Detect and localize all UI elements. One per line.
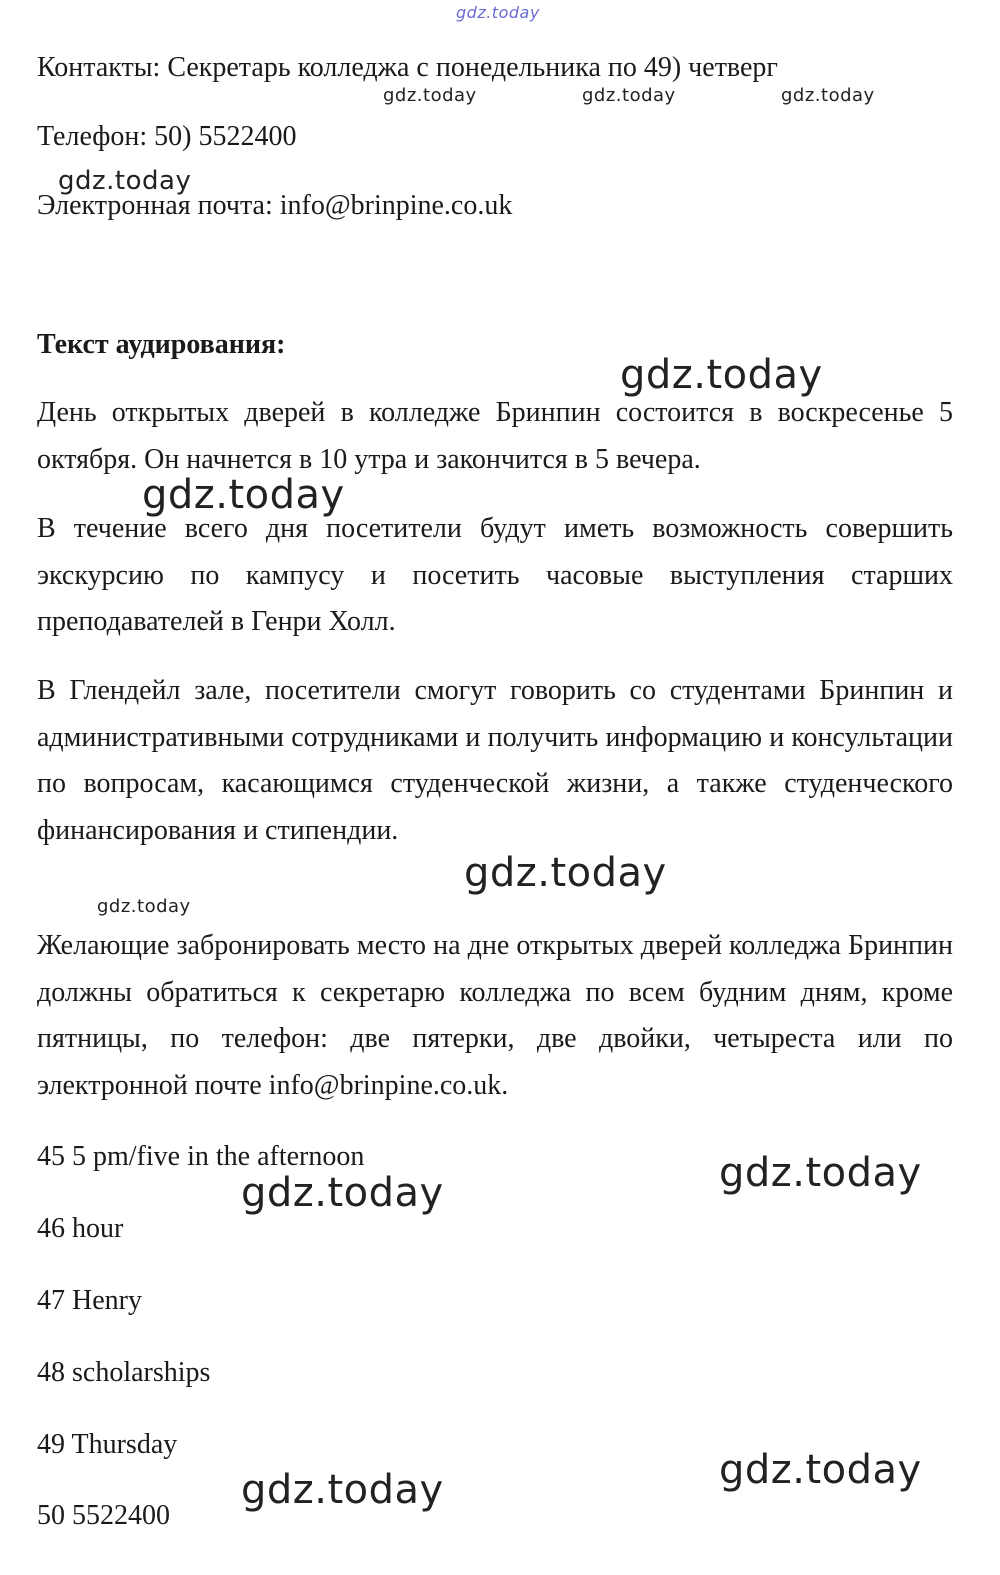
watermark: gdz.today <box>719 1447 922 1493</box>
watermark: gdz.today <box>58 166 192 196</box>
answer-item: 49 Thursday <box>37 1429 178 1460</box>
watermark: gdz.today <box>464 850 667 896</box>
watermark: gdz.today <box>719 1150 922 1196</box>
listening-heading: Текст аудирования: <box>37 329 286 360</box>
answer-item: 46 hour <box>37 1213 124 1244</box>
listening-paragraph: День открытых дверей в колледже Бринпин состоится в воскресенье 5 октября. Он начнется в 10 утра и закончится в 5 вечера. <box>37 397 953 475</box>
contacts-phone-line: Телефон: 50) 5522400 <box>37 121 297 152</box>
answer-item: 45 5 pm/five in the afternoon <box>37 1141 365 1172</box>
watermark: gdz.today <box>620 352 823 398</box>
watermark: gdz.today <box>383 85 477 106</box>
answer-item: 48 scholarships <box>37 1357 211 1388</box>
watermark: gdz.today <box>582 85 676 106</box>
watermark: gdz.today <box>781 85 875 106</box>
listening-paragraph: Желающие забронировать место на дне открытых дверей колледжа Бринпин должны обратиться к секретарю колледжа по всем будним дням, кроме пятницы, по телефон: две пятерки, две двойки, четыреста или по электронной почте info@brinpine.co.uk. <box>37 930 953 1101</box>
watermark-top: gdz.today <box>456 3 540 22</box>
watermark: gdz.today <box>97 896 191 917</box>
answer-item: 47 Henry <box>37 1285 142 1316</box>
answer-item: 50 5522400 <box>37 1500 170 1531</box>
watermark: gdz.today <box>142 472 345 518</box>
watermark: gdz.today <box>241 1467 444 1513</box>
contacts-email-line: Электронная почта: info@brinpine.co.uk <box>37 190 513 221</box>
listening-paragraph: В течение всего дня посетители будут иметь возможность совершить экскурсию по кампусу и посетить часовые выступления старших преподавателей в Генри Холл. <box>37 513 953 637</box>
listening-paragraph: В Глендейл зале, посетители смогут говорить со студентами Бринпин и административными сотрудниками и получить информацию и консультации по вопросам, касающимся студенческой жизни, а также студенческого финансирования и стипендии. <box>37 675 953 846</box>
contacts-secretary-line: Контакты: Секретарь колледжа с понедельника по 49) четверг <box>37 52 778 83</box>
watermark: gdz.today <box>241 1170 444 1216</box>
